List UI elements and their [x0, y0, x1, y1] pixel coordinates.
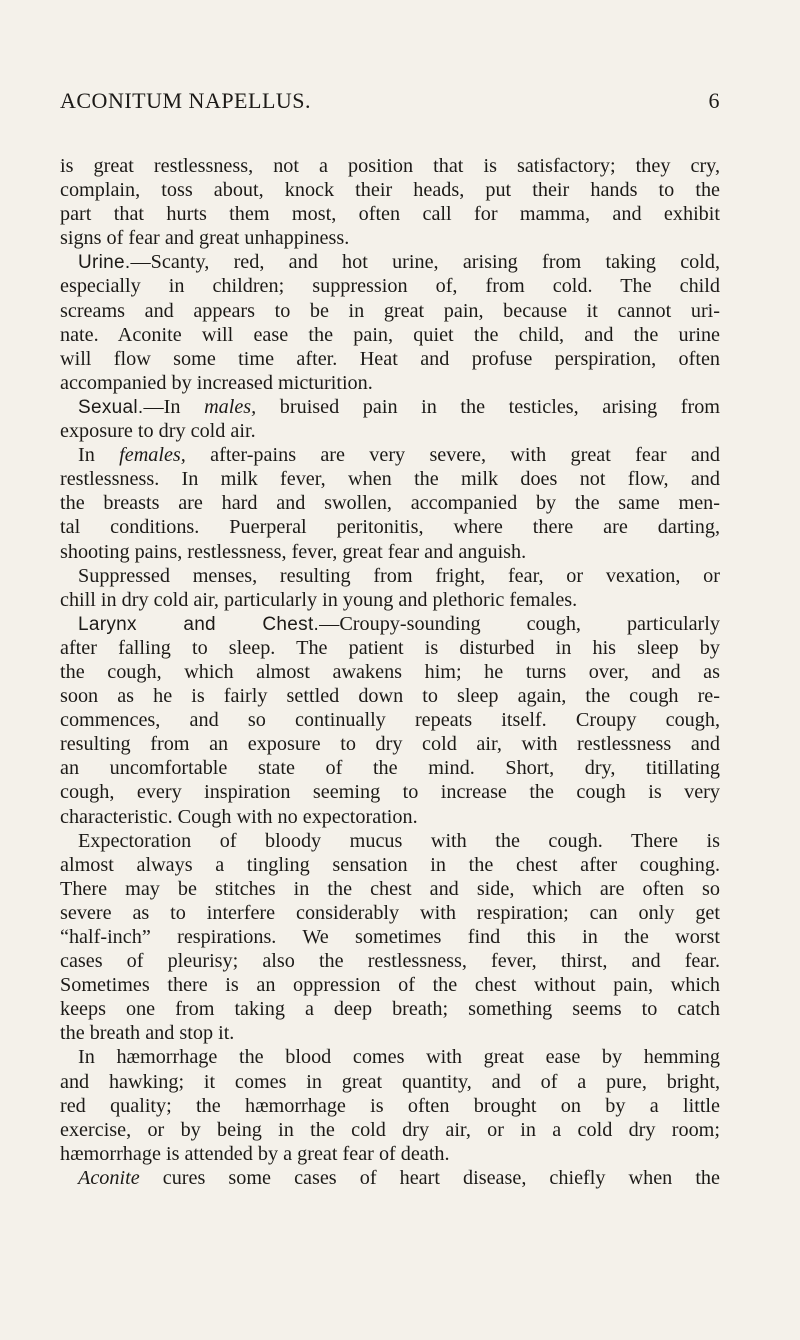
text-line: cough, every inspiration seeming to increase the cough is very: [60, 781, 720, 804]
text-line: Sometimes there is an oppression of the chest without pain, which: [60, 974, 720, 997]
text-line: hæmorrhage is attended by a great fear of death.: [60, 1142, 450, 1165]
text-line: screams and appears to be in great pain, because it cannot uri-: [60, 299, 720, 322]
page-number: 6: [708, 88, 720, 113]
text-line: red quality; the hæmorrhage is often brought on by a little: [60, 1094, 720, 1117]
text-line: Expectoration of bloody mucus with the cough. There is: [78, 829, 720, 852]
section-heading-larynx-chest: Larynx and Chest.: [78, 613, 320, 635]
text-line: the breath and stop it.: [60, 1022, 235, 1045]
text-line: Suppressed menses, resulting from fright, fear, or vexation, or: [78, 564, 720, 587]
text-line: chill in dry cold air, particularly in young and plethoric females.: [60, 588, 578, 611]
text-line: exercise, or by being in the cold dry air, or in a cold dry room;: [60, 1118, 720, 1141]
text-line: Sexual.—In males, bruised pain in the testicles, arising from: [78, 395, 720, 418]
text-line: after falling to sleep. The patient is disturbed in his sleep by: [60, 636, 720, 659]
text-line: is great restlessness, not a position that is satisfactory; they cry,: [60, 155, 720, 177]
text-line: shooting pains, restlessness, fever, great fear and anguish.: [60, 540, 527, 563]
text-line: severe as to interfere considerably with respiration; can only get: [60, 901, 720, 924]
text-line: Urine.—Scanty, red, and hot urine, arising from taking cold,: [78, 251, 720, 274]
text-line: signs of fear and great unhappiness.: [60, 227, 350, 250]
text-line: the breasts are hard and swollen, accompanied by the same men-: [60, 492, 720, 515]
text-line: In females, after-pains are very severe, with great fear and: [78, 444, 720, 467]
text-line: Aconite cures some cases of heart disease, chiefly when the: [78, 1166, 720, 1189]
text-line: characteristic. Cough with no expectoration.: [60, 805, 418, 828]
text-line: resulting from an exposure to dry cold air, with restlessness and: [60, 733, 720, 756]
running-header: [60, 88, 720, 118]
text-line: restlessness. In milk fever, when the milk does not flow, and: [60, 468, 720, 491]
text-line: keeps one from taking a deep breath; something seems to catch: [60, 998, 720, 1021]
text-line: accompanied by increased micturition.: [60, 371, 373, 394]
section-heading-sexual: Sexual.: [78, 396, 144, 418]
text-line: and hawking; it comes in great quantity, and of a pure, bright,: [60, 1070, 720, 1093]
text-line: the cough, which almost awakens him; he turns over, and as: [60, 660, 720, 683]
text-line: There may be stitches in the chest and side, which are often so: [60, 877, 720, 900]
running-title: ACONITUM NAPELLUS.: [60, 88, 311, 113]
text-line: exposure to dry cold air.: [60, 420, 256, 443]
text-line: cases of pleurisy; also the restlessness, fever, thirst, and fear.: [60, 950, 720, 973]
text-line: nate. Aconite will ease the pain, quiet the child, and the urine: [60, 323, 720, 346]
text-line: almost always a tingling sensation in the chest after coughing.: [60, 853, 720, 876]
text-line: In hæmorrhage the blood comes with great ease by hemming: [78, 1046, 720, 1069]
text-line: tal conditions. Puerperal peritonitis, where there are darting,: [60, 516, 720, 539]
text-line: commences, and so continually repeats itself. Croupy cough,: [60, 709, 720, 732]
text-line: will flow some time after. Heat and profuse perspiration, often: [60, 347, 720, 370]
body-text: [60, 154, 720, 1190]
text-line: “half-inch” respirations. We sometimes find this in the worst: [60, 926, 720, 948]
text-line: complain, toss about, knock their heads, put their hands to the: [60, 179, 720, 202]
section-heading-urine: Urine.: [78, 252, 131, 274]
text-line: soon as he is fairly settled down to sleep again, the cough re-: [60, 685, 720, 708]
text-line: an uncomfortable state of the mind. Short, dry, titillating: [60, 757, 720, 780]
text-line: especially in children; suppression of, from cold. The child: [60, 275, 720, 298]
text-line: part that hurts them most, often call for mamma, and exhibit: [60, 203, 720, 226]
text-line: Larynx and Chest.—Croupy-sounding cough, particularly: [78, 612, 720, 635]
